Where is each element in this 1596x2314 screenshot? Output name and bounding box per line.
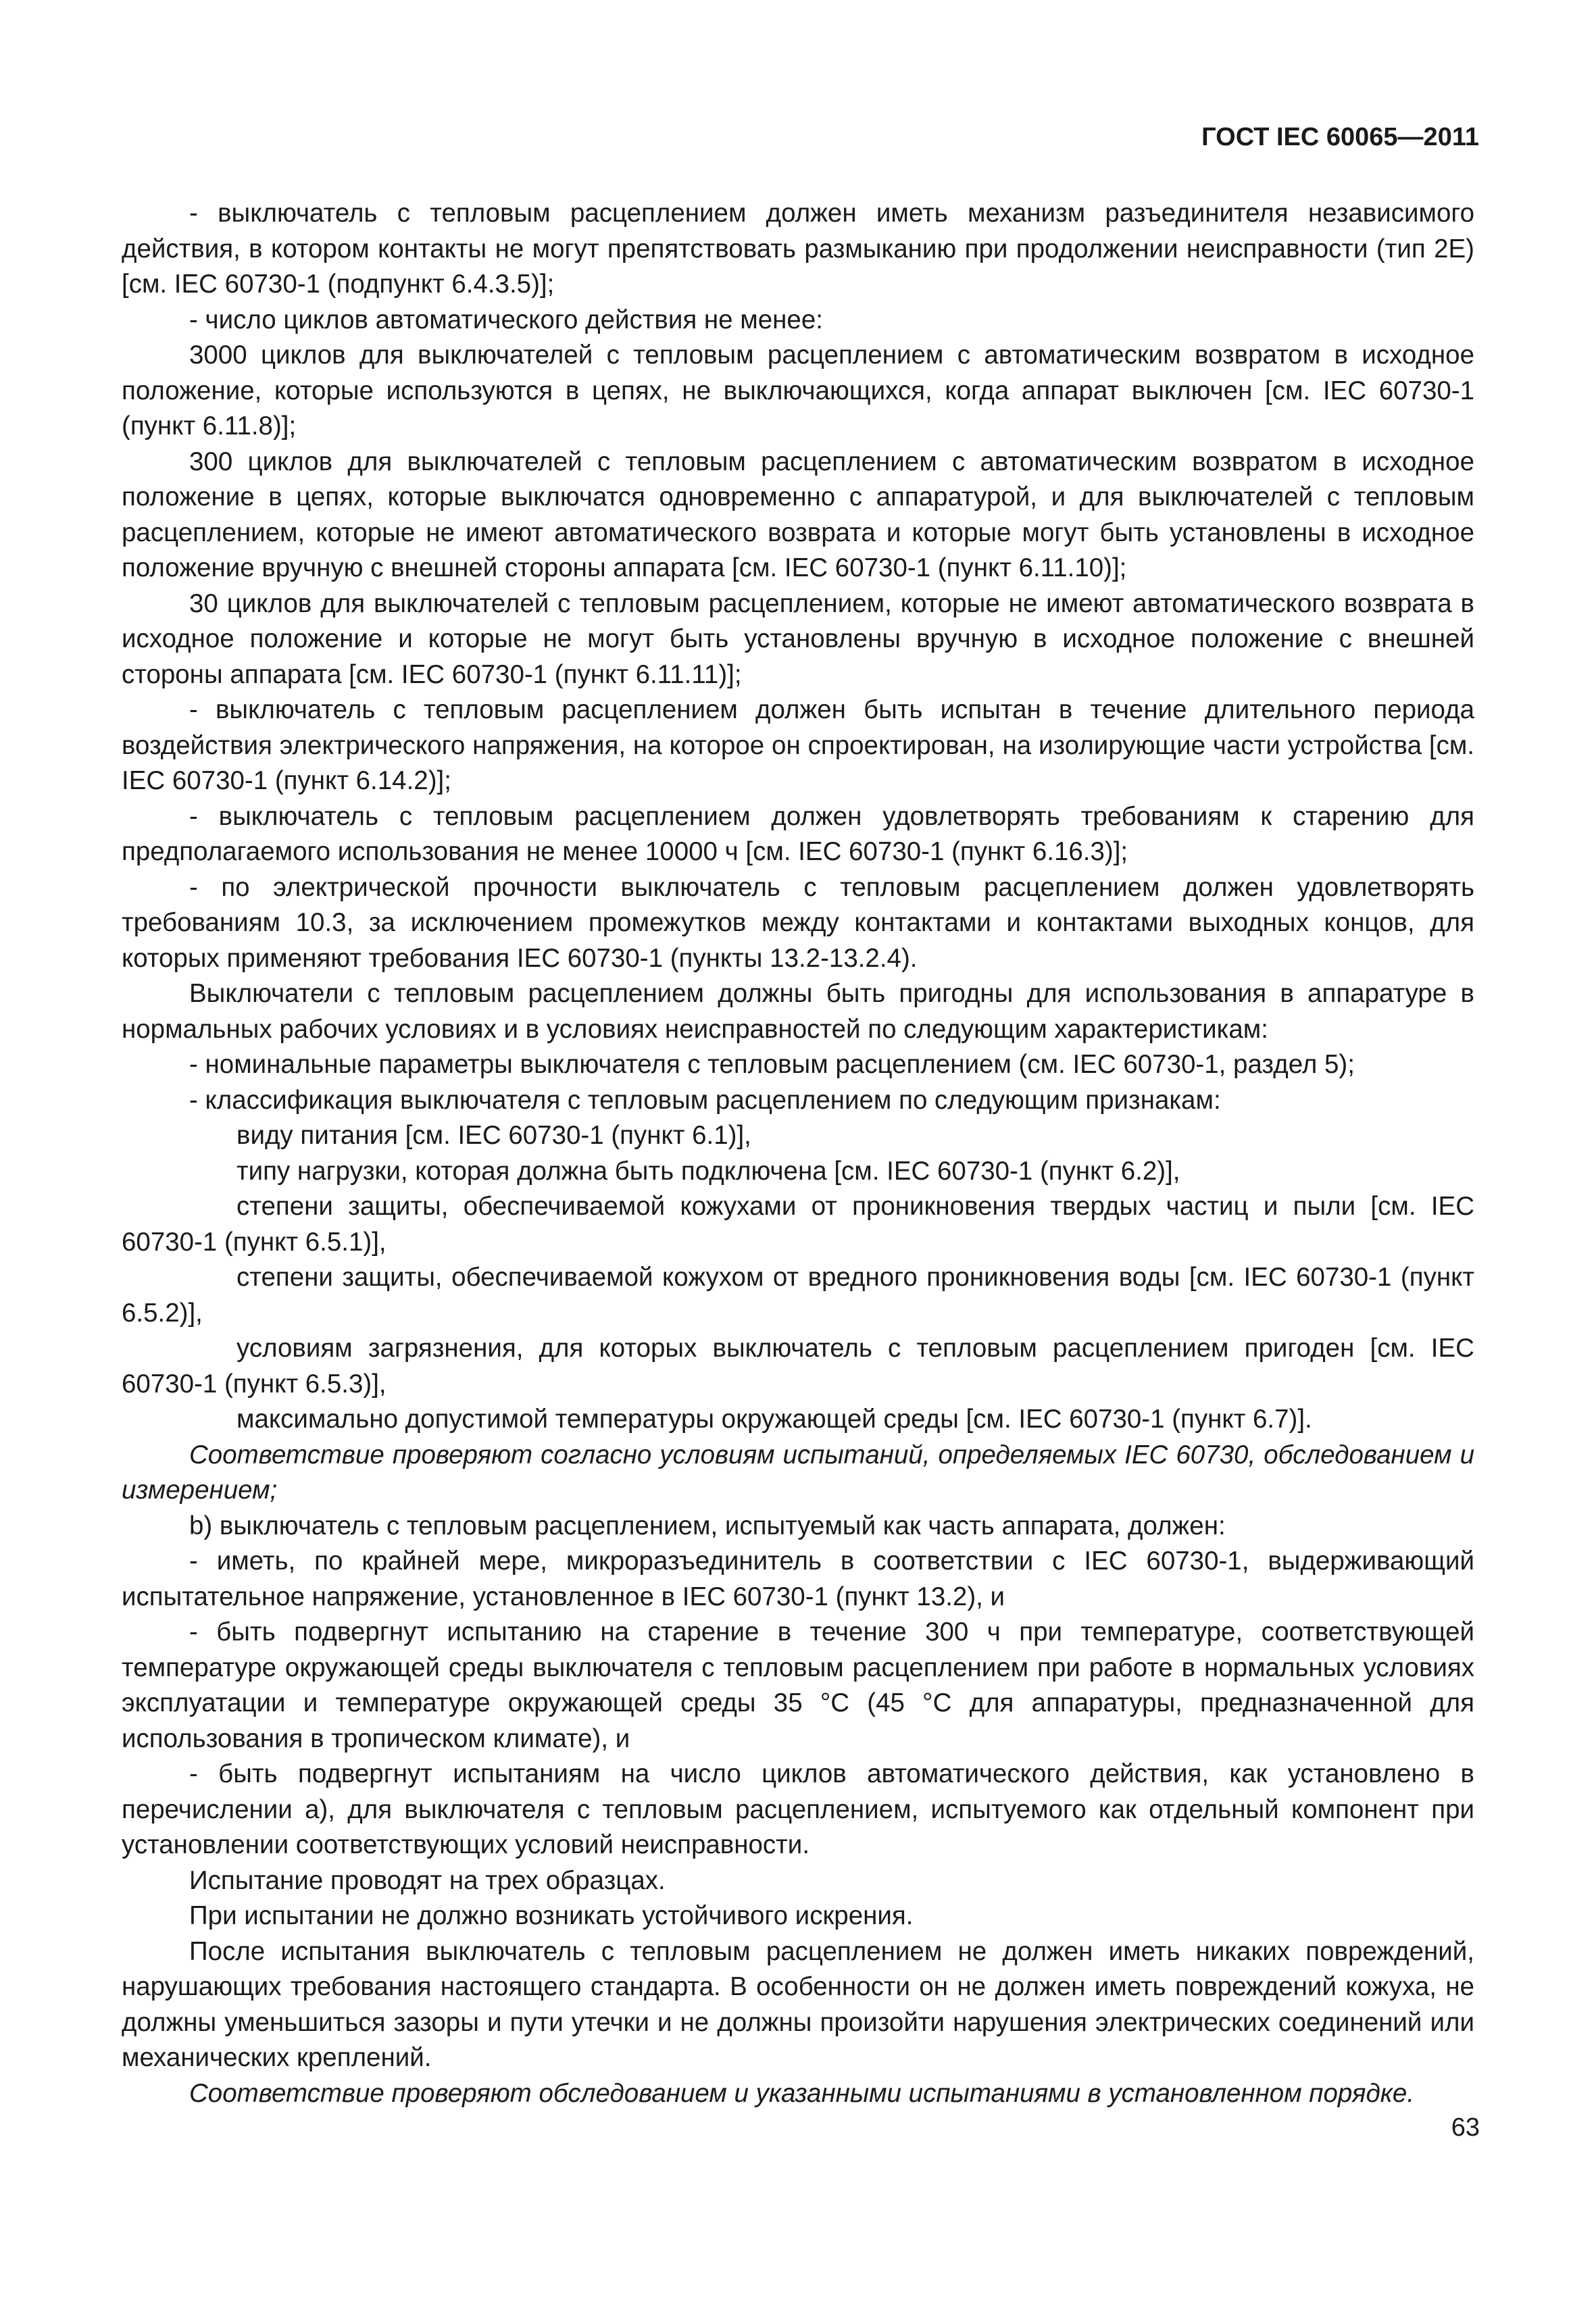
- paragraph: - по электрической прочности выключатель с тепловым расцеплением должен удовлетворять требованиям 10.3, за исключением промежутков между контактами и контактами выходных концов, для которых применяют требования IEC 60730-1 (пункты 13.2-13.2.4).: [122, 872, 1474, 973]
- paragraph: - иметь, по крайней мере, микроразъединитель в соответствии с IEC 60730-1, выдерживающий испытательное напряжение, установленное в IEC 60730-1 (пункт 13.2), и: [122, 1546, 1474, 1611]
- paragraph: - выключатель с тепловым расцеплением должен иметь механизм разъединителя независимого действия, в котором контакты не могут препятствовать размыканию при продолжении неисправности (тип 2E) [см. IEC 60730-1 (подпункт 6.4.3.5)];: [122, 199, 1474, 299]
- paragraph: - быть подвергнут испытаниям на число циклов автоматического действия, как установлено в перечислении а), для выключателя с тепловым расцеплением, испытуемого как отдельный компонент при установлении соответствующих условий неисправности.: [122, 1759, 1474, 1859]
- paragraph: После испытания выключатель с тепловым расцеплением не должен иметь никаких повреждений, нарушающих требования настоящего стандарта. В особенности он не должен иметь повреждений кожуха, не должны уменьшиться зазоры и пути утечки и не должны произойти нарушения электрических соединений или механических креплений.: [122, 1936, 1474, 2072]
- page-number: 63: [1451, 2113, 1480, 2142]
- list-item: степени защиты, обеспечиваемой кожухами от проникновения твердых частиц и пыли [см. IEC 60730-1 (пункт 6.5.1)],: [122, 1192, 1474, 1257]
- paragraph: Выключатели с тепловым расцеплением должны быть пригодны для использования в аппаратуре в нормальных рабочих условиях и в условиях неисправностей по следующим характеристикам:: [122, 979, 1474, 1044]
- paragraph: При испытании не должно возникать устойчивого искрения.: [189, 1901, 914, 1930]
- list-item: максимально допустимой температуры окружающей среды [см. IEC 60730-1 (пункт 6.7)].: [236, 1405, 1312, 1434]
- paragraph: 3000 циклов для выключателей с тепловым расцеплением с автоматическим возвратом в исходное положение, которые используются в цепях, не выключающихся, когда аппарат выключен [см. IEC 60730-1 (пункт 6.11.8)];: [122, 341, 1474, 441]
- document-body: [122, 196, 1474, 2111]
- compliance-note: Соответствие проверяют согласно условиям испытаний, определяемых IEC 60730, обследованием и измерением;: [122, 1440, 1474, 1505]
- document-header: ГОСТ IEC 60065—2011: [1201, 123, 1479, 151]
- paragraph: - номинальные параметры выключателя с тепловым расцеплением (см. IEC 60730-1, раздел 5);: [189, 1050, 1355, 1079]
- paragraph: 300 циклов для выключателей с тепловым расцеплением с автоматическим возвратом в исходное положение в цепях, которые выключатся одновременно с аппаратурой, и для выключателей с тепловым расцеплением, которые не имеют автоматического возврата и которые могут быть установлены в исходное положение вручную с внешней стороны аппарата [см. IEC 60730-1 (пункт 6.11.10)];: [122, 447, 1474, 582]
- list-item: условиям загрязнения, для которых выключатель с тепловым расцеплением пригоден [см. IEC 60730-1 (пункт 6.5.3)],: [122, 1334, 1474, 1399]
- list-item: степени защиты, обеспечиваемой кожухом от вредного проникновения воды [см. IEC 60730-1 (пункт 6.5.2)],: [122, 1263, 1474, 1328]
- compliance-note: Соответствие проверяют обследованием и указанными испытаниями в установленном порядке.: [189, 2078, 1415, 2108]
- paragraph: - выключатель с тепловым расцеплением должен удовлетворять требованиям к старению для предполагаемого использования не менее 10000 ч [см. IEC 60730-1 (пункт 6.16.3)];: [122, 801, 1474, 866]
- list-item: типу нагрузки, которая должна быть подключена [см. IEC 60730-1 (пункт 6.2)],: [236, 1156, 1180, 1186]
- paragraph: - выключатель с тепловым расцеплением должен быть испытан в течение длительного периода воздействия электрического напряжения, на которое он спроектирован, на изолирующие части устройства [см. IEC 60730-1 (пункт 6.14.2)];: [122, 695, 1474, 795]
- paragraph: - классификация выключателя с тепловым расцеплением по следующим признакам:: [189, 1085, 1221, 1115]
- paragraph: - число циклов автоматического действия не менее:: [189, 305, 823, 334]
- paragraph: 30 циклов для выключателей с тепловым расцеплением, которые не имеют автоматического возврата в исходное положение и которые не могут быть установлены вручную в исходное положение с внешней стороны аппарата [см. IEC 60730-1 (пункт 6.11.11)];: [122, 588, 1474, 689]
- paragraph: Испытание проводят на трех образцах.: [189, 1865, 666, 1895]
- list-item: виду питания [см. IEC 60730-1 (пункт 6.1)],: [236, 1121, 751, 1150]
- paragraph: - быть подвергнут испытанию на старение в течение 300 ч при температуре, соответствующей температуре окружающей среды выключателя с тепловым расцеплением при работе в нормальных условиях эксплуатации и температуре окружающей среды 35 °С (45 °С для аппаратуры, предназначенной для использования в тропическом климате), и: [122, 1617, 1474, 1753]
- paragraph: b) выключатель с тепловым расцеплением, испытуемый как часть аппарата, должен:: [189, 1511, 1226, 1540]
